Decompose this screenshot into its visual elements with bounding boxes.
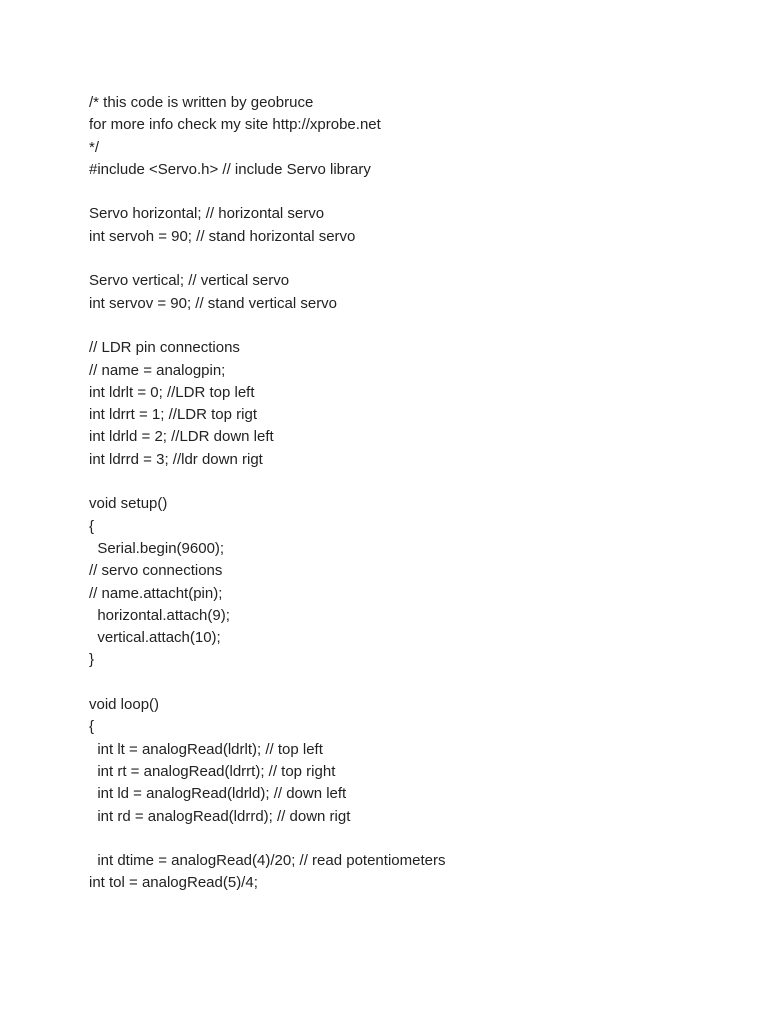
code-line: for more info check my site http://xprobe.net bbox=[89, 116, 381, 134]
code-line: // servo connections bbox=[89, 562, 223, 580]
blank-line bbox=[89, 248, 729, 270]
code-text-block bbox=[89, 92, 729, 895]
code-line: vertical.attach(10); bbox=[89, 629, 221, 647]
code-line: int ldrrd = 3; //ldr down rigt bbox=[89, 450, 263, 468]
code-line: */ bbox=[89, 138, 100, 156]
code-line: int tol = analogRead(5)/4; bbox=[89, 874, 258, 892]
code-line: int ld = analogRead(ldrld); // down left bbox=[89, 785, 347, 803]
code-line: int rt = analogRead(ldrrt); // top right bbox=[89, 762, 336, 780]
code-line: int rd = analogRead(ldrrd); // down rigt bbox=[89, 807, 351, 825]
code-line: int ldrld = 2; //LDR down left bbox=[89, 428, 274, 446]
blank-line bbox=[89, 315, 729, 337]
code-line: int lt = analogRead(ldrlt); // top left bbox=[89, 740, 323, 758]
blank-line bbox=[89, 181, 729, 203]
code-line: int ldrlt = 0; //LDR top left bbox=[89, 383, 255, 401]
code-line: // name = analogpin; bbox=[89, 361, 226, 379]
code-line: { bbox=[89, 517, 95, 535]
blank-line bbox=[89, 828, 729, 850]
code-line: int servov = 90; // stand vertical servo bbox=[89, 294, 338, 312]
blank-line bbox=[89, 471, 729, 493]
code-line: // name.attacht(pin); bbox=[89, 584, 223, 602]
blank-line bbox=[89, 672, 729, 694]
code-line: } bbox=[89, 651, 95, 669]
code-line: void loop() bbox=[89, 696, 160, 714]
code-line: int ldrrt = 1; //LDR top rigt bbox=[89, 406, 257, 424]
code-line: { bbox=[89, 718, 95, 736]
code-line: void setup() bbox=[89, 495, 168, 513]
code-line: int servoh = 90; // stand horizontal servo bbox=[89, 227, 356, 245]
code-line: /* this code is written by geobruce bbox=[89, 94, 314, 111]
code-line: Servo vertical; // vertical servo bbox=[89, 272, 290, 290]
code-line: horizontal.attach(9); bbox=[89, 606, 230, 624]
code-line: // LDR pin connections bbox=[89, 339, 240, 357]
code-line: int dtime = analogRead(4)/20; // read potentiometers bbox=[89, 852, 446, 870]
code-line: #include <Servo.h> // include Servo library bbox=[89, 160, 371, 178]
code-line: Serial.begin(9600); bbox=[89, 539, 225, 557]
code-line: Servo horizontal; // horizontal servo bbox=[89, 205, 325, 223]
